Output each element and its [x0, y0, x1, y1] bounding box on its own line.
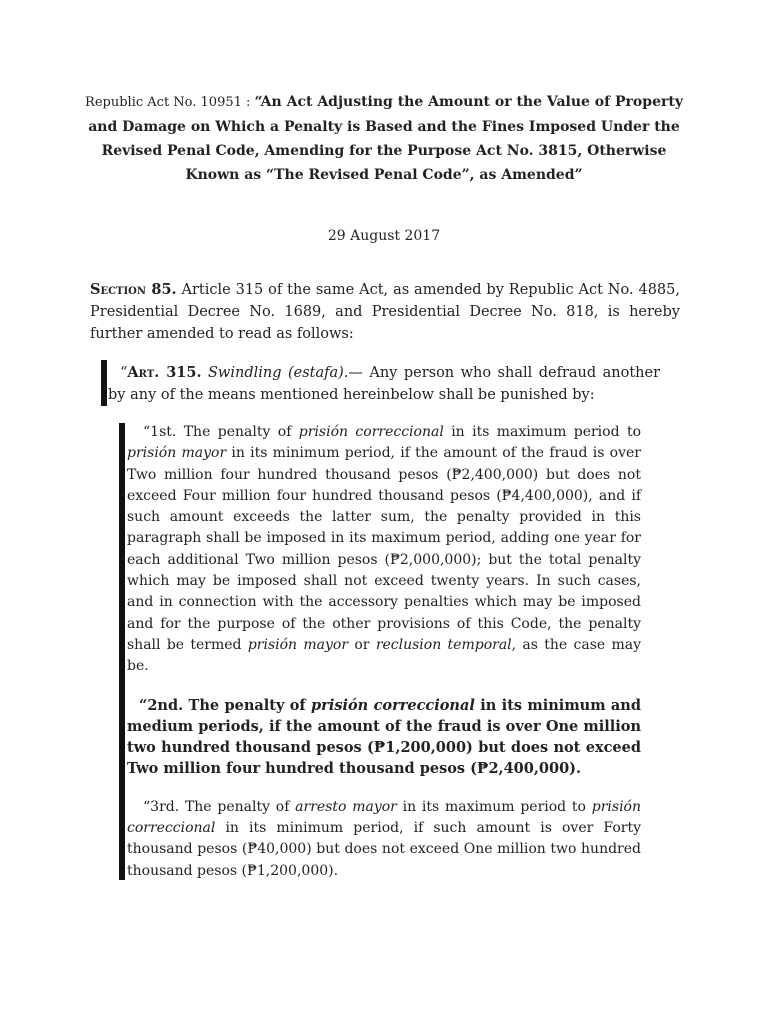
- clause-first: “1st. The penalty of prisión correccional in its maximum period to prisión mayor in its minimum period, if the amount of the fraud is over Two million four hundred thousand pesos (₱2,400,000) but does not exceed Four million four hundred thousand pesos (₱4,400,000), and if such amount exceeds the latter sum, the penalty provided in this paragraph shall be imposed in its maximum period, adding one year for each additional Two million pesos (₱2,000,000); but the total penalty which may be imposed shall not exceed twenty years. In such cases, and in connection with the accessory penalties which may be imposed and for the purpose of the other provisions of this Code, the penalty shall be termed prisión mayor or reclusion temporal, as the case may be.: [127, 424, 642, 675]
- article-open-quote: “: [120, 365, 128, 381]
- clause-second: “2nd. The penalty of prisión correccional in its minimum and medium periods, if the amount of the fraud is over One million two hundred thousand pesos (₱1,200,000) but does not exceed Two million four hundred thousand pesos (₱2,400,000).: [127, 696, 641, 778]
- document-title: [80, 90, 688, 187]
- act-number: Republic Act No. 10951 :: [85, 95, 255, 110]
- article-label: Art. 315.: [127, 364, 202, 381]
- section-text: Article 315 of the same Act, as amended by Republic Act No. 4885, Presidential Decree No. 1689, and Presidential Decree No. 818, is hereby further amended to read as follows:: [90, 282, 680, 342]
- section-paragraph: [90, 279, 680, 345]
- clause-third: “3rd. The penalty of arresto mayor in its maximum period to prisión correccional in its minimum period, if such amount is over Forty thousand pesos (₱40,000) but does not exceed One million two hundred thousand pesos (₱1,200,000).: [127, 798, 642, 879]
- penalty-clauses: [127, 422, 641, 882]
- section-label: Section 85.: [90, 281, 177, 298]
- act-title: “An Act Adjusting the Amount or the Value of Property and Damage on Which a Penalty is Based and the Fines Imposed Under the Revised Penal Code, Amending for the Purpose Act No. 3815, Otherwise Known as “The Revised Penal Code”, as Amended”: [88, 94, 683, 183]
- article-paragraph: [108, 362, 660, 406]
- amendment-marker-bar: [119, 423, 125, 880]
- amendment-marker-bar: [101, 360, 107, 406]
- article-title: Swindling (estafa).: [208, 365, 349, 381]
- article-text: — Any person who shall defraud another by any of the means mentioned hereinbelow shall be punished by:: [108, 365, 660, 403]
- document-date: 29 August 2017: [327, 228, 441, 244]
